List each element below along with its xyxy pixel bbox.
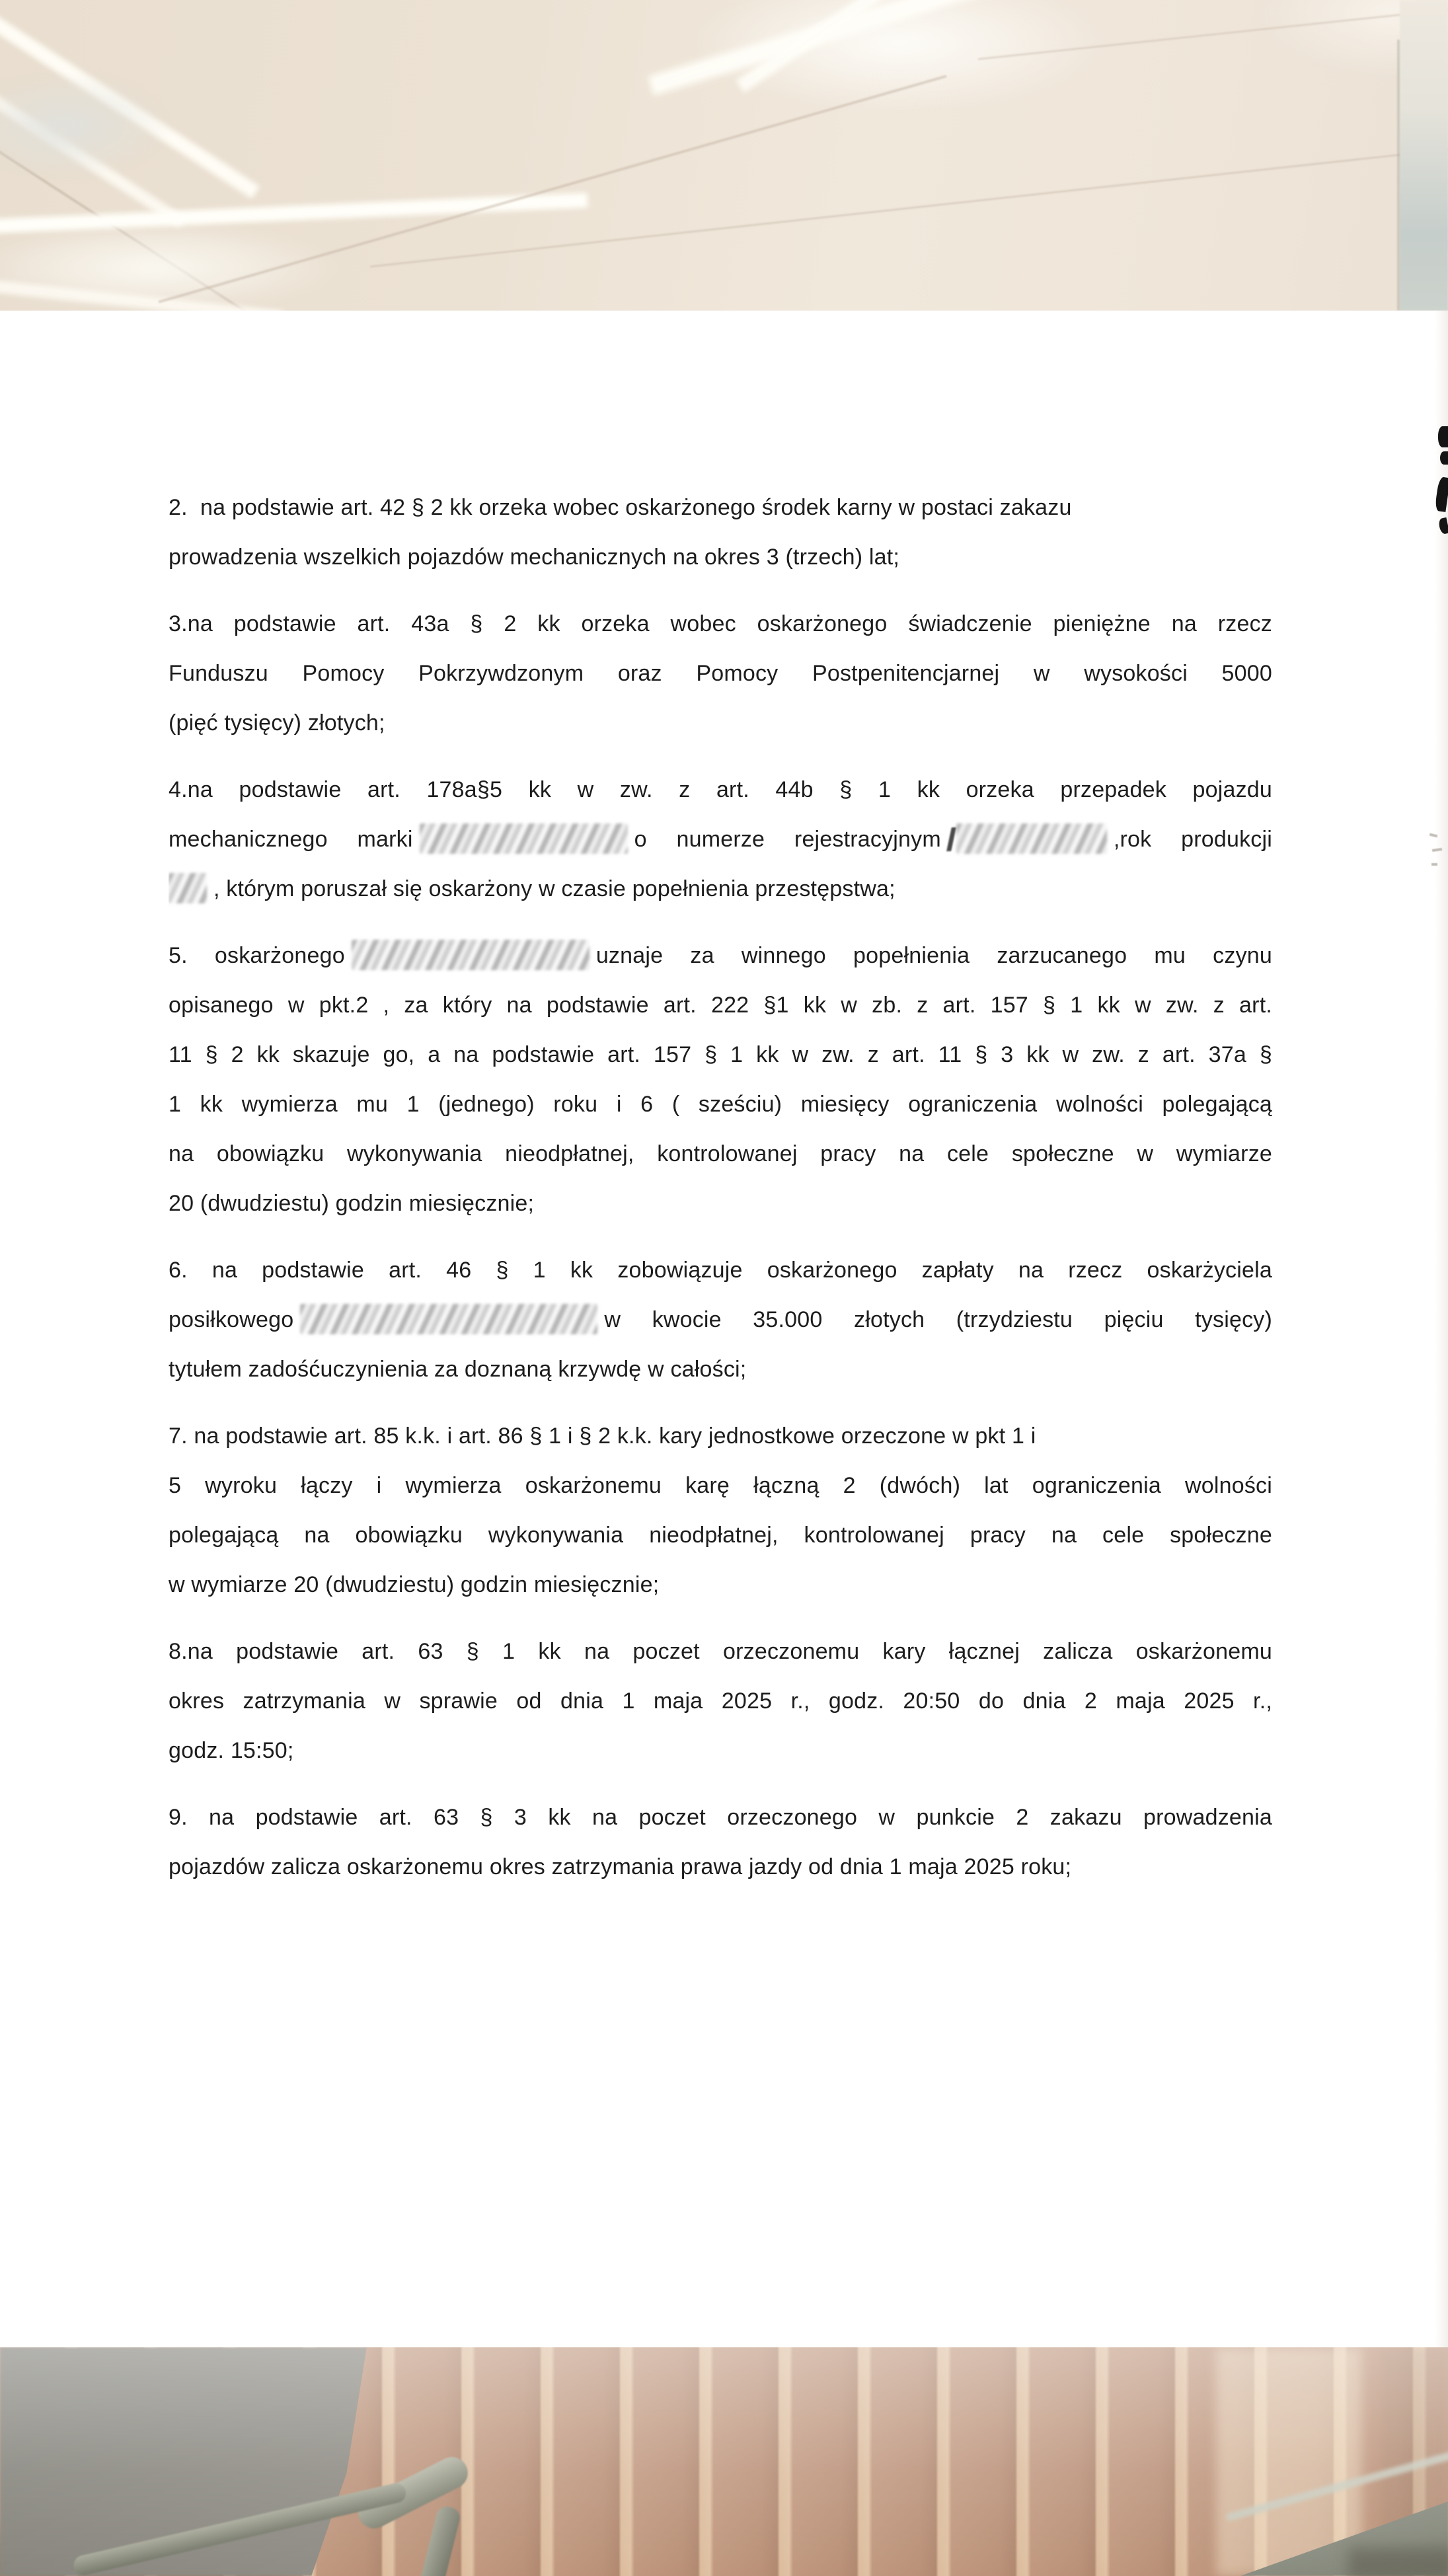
- text-line: [169, 815, 1272, 864]
- ceiling-seam: [158, 75, 946, 303]
- text-segment: , którym poruszał się oskarżony w czasie popełnienia przestępstwa;: [213, 876, 895, 901]
- text-line: opisanego w pkt.2 , za który na podstawie art. 222 §1 kk w zb. z art. 157 § 1 kk w zw. z art.: [169, 993, 1272, 1018]
- judgment-text-block: [169, 483, 1272, 1909]
- adjacent-page-edge: [1435, 311, 1448, 2347]
- text-segment: mechanicznego marki: [169, 827, 413, 852]
- text-line: 3.na podstawie art. 43a § 2 kk orzeka wobec oskarżonego świadczenie pieniężne na rzecz: [169, 611, 1272, 636]
- text-line: 8.na podstawie art. 63 § 1 kk na poczet orzeczonemu kary łącznej zalicza oskarżonemu: [169, 1639, 1272, 1664]
- document-page: [0, 311, 1448, 2347]
- text-line: w wymiarze 20 (dwudziestu) godzin miesięcznie;: [169, 1572, 660, 1597]
- paragraph-point-9: [169, 1793, 1272, 1892]
- text-line: na obowiązku wykonywania nieodpłatnej, kontrolowanej pracy na cele społeczne w wymiarze: [169, 1141, 1272, 1166]
- text-line: 4.na podstawie art. 178a§5 kk w zw. z art. 44b § 1 kk orzeka przepadek pojazdu: [169, 777, 1272, 802]
- cut-off-glyph-fragment: [1440, 451, 1448, 465]
- redaction-edge-mark: [946, 827, 956, 851]
- text-line: godz. 15:50;: [169, 1738, 294, 1763]
- paragraph-point-8: [169, 1627, 1272, 1776]
- text-segment: w kwocie 35.000 złotych (trzydziestu pięciu tysięcy): [604, 1307, 1272, 1332]
- courtroom-bench-photo: [0, 2347, 1448, 2576]
- wall-corner-edge: [1397, 40, 1400, 311]
- courtroom-ceiling-photo: [0, 0, 1448, 311]
- text-segment: o numerze rejestracyjnym: [634, 827, 941, 852]
- text-line: 1 kk wymierza mu 1 (jednego) roku i 6 ( sześciu) miesięcy ograniczenia wolności polegającą: [169, 1092, 1272, 1117]
- redacted-registration-number: [956, 823, 1107, 854]
- ceiling-light-panel-edge: [0, 193, 588, 234]
- photo-haze-overlay: [0, 2347, 1448, 2576]
- redacted-vehicle-make: [420, 823, 628, 854]
- paragraph-point-4: [169, 765, 1272, 914]
- cut-off-glyph-fragment: [1438, 426, 1448, 447]
- text-segment: 5. oskarżonego: [169, 943, 345, 968]
- text-line: 20 (dwudziestu) godzin miesięcznie;: [169, 1191, 535, 1216]
- text-line: [169, 931, 1272, 981]
- paragraph-point-5: [169, 931, 1272, 1229]
- text-line: 7. na podstawie art. 85 k.k. i art. 86 § 1 i § 2 k.k. kary jednostkowe orzeczone w pkt 1 i: [169, 1423, 1036, 1449]
- text-line: Funduszu Pomocy Pokrzywdzonym oraz Pomocy Postpenitencjarnej w wysokości 5000: [169, 661, 1272, 686]
- faint-edge-mark: [1431, 863, 1437, 866]
- text-segment: uznaje za winnego popełnienia zarzucanego mu czynu: [595, 943, 1272, 968]
- paragraph-point-3: [169, 599, 1272, 748]
- text-line: 11 § 2 kk skazuje go, a na podstawie art. 157 § 1 kk w zw. z art. 11 § 3 kk w zw. z art. 37a §: [169, 1042, 1272, 1067]
- text-line: prowadzenia wszelkich pojazdów mechanicznych na okres 3 (trzech) lat;: [169, 545, 900, 570]
- text-line: pojazdów zalicza oskarżonemu okres zatrzymania prawa jazdy od dnia 1 maja 2025 roku;: [169, 1854, 1072, 1879]
- text-segment: posiłkowego: [169, 1307, 294, 1332]
- paragraph-point-6: [169, 1246, 1272, 1394]
- redacted-production-year: [169, 873, 207, 903]
- redacted-auxiliary-prosecutor-name: [300, 1304, 597, 1334]
- text-line: [169, 864, 1272, 914]
- wall-corner: [1400, 0, 1448, 311]
- text-line: tytułem zadośćuczynienia za doznaną krzywdę w całości;: [169, 1357, 747, 1382]
- text-line: (pięć tysięcy) złotych;: [169, 710, 385, 736]
- text-line: polegającą na obowiązku wykonywania nieodpłatnej, kontrolowanej pracy na cele społeczne: [169, 1523, 1272, 1548]
- ceiling-shadow: [0, 73, 172, 178]
- paragraph-point-2: [169, 483, 1272, 582]
- text-line: 2. na podstawie art. 42 § 2 kk orzeka wobec oskarżonego środek karny w postaci zakazu: [169, 495, 1072, 520]
- text-segment: ,rok produkcji: [1113, 827, 1272, 852]
- text-line: [169, 1295, 1272, 1345]
- text-line: 6. na podstawie art. 46 § 1 kk zobowiązuje oskarżonego zapłaty na rzecz oskarżyciela: [169, 1258, 1272, 1283]
- paragraph-point-7: [169, 1412, 1272, 1610]
- text-line: 5 wyroku łączy i wymierza oskarżonemu karę łączną 2 (dwóch) lat ograniczenia wolności: [169, 1473, 1272, 1498]
- text-line: okres zatrzymania w sprawie od dnia 1 maja 2025 r., godz. 20:50 do dnia 2 maja 2025 r.,: [169, 1688, 1272, 1714]
- text-line: 9. na podstawie art. 63 § 3 kk na poczet orzeczonego w punkcie 2 zakazu prowadzenia: [169, 1805, 1272, 1830]
- redacted-defendant-name: [352, 940, 590, 970]
